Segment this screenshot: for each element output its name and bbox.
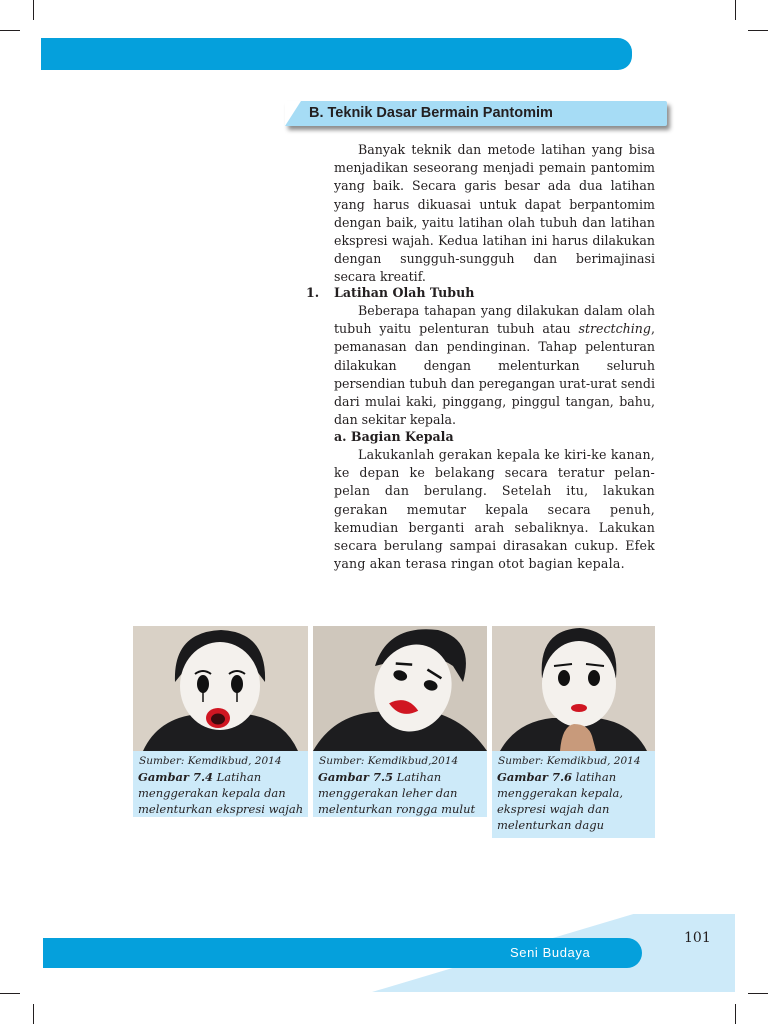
subsection-a-title: a. Bagian Kepala: [334, 429, 454, 444]
subsection-1-number: 1.: [306, 285, 320, 300]
figure-caption-text: Latihan menggerakan kepala dan melenturkan ekspresi wajah: [138, 770, 304, 816]
figure-7-6-photo: [492, 626, 655, 751]
section-heading: [285, 101, 667, 126]
figure-7-5-caption: [313, 751, 487, 817]
subsection-a-text: Lakukanlah gerakan kepala ke kiri-ke kanan, ke depan ke belakang secara teratur pelan-pelan dan berulang. Setelah itu, lakukan gerakan memutar kepala secara penuh, kemudian berganti arah sebaliknya. Lakukan secara berulang sampai dirasakan cukup. Efek yang akan terasa ringan otot bagian kepala.: [334, 447, 655, 572]
crop-mark: [0, 30, 20, 31]
crop-mark: [0, 993, 20, 994]
crop-mark: [33, 0, 34, 20]
crop-mark: [748, 993, 768, 994]
footer-book-title: Seni Budaya: [510, 945, 591, 960]
page-number: 101: [684, 930, 711, 946]
figure-7-5-photo: [313, 626, 487, 751]
subsection-1-text-b: , pemanasan dan pendinginan. Tahap pelenturan dilakukan dengan melenturkan seluruh persendian tubuh dan peregangan urat-urat sendi dari mulai kaki, pinggang, pinggul tangan, bahu, dan sekitar kepala.: [334, 321, 655, 428]
header-band: [41, 38, 632, 70]
figure-7-6-caption: [492, 751, 655, 838]
crop-mark: [735, 0, 736, 20]
crop-mark: [735, 1004, 736, 1024]
crop-mark: [748, 30, 768, 31]
figure-source: Sumber: Kemdikbud, 2014: [498, 755, 641, 767]
section-title: B. Teknik Dasar Bermain Pantomim: [309, 105, 553, 121]
subsection-1-title: Latihan Olah Tubuh: [334, 285, 475, 300]
subsection-1-paragraph: [334, 302, 655, 429]
figure-label: Gambar 7.4: [138, 770, 214, 784]
figure-7-4-photo: [133, 626, 308, 751]
intro-text: Banyak teknik dan metode latihan yang bisa menjadikan seseorang menjadi pemain pantomim yang baik. Secara garis besar ada dua latihan yang harus dikuasai untuk dapat berpantomim dengan baik, yaitu latihan olah tubuh dan latihan ekspresi wajah. Kedua latihan ini harus dilakukan dengan sungguh-sungguh dan berimajinasi secara kreatif.: [334, 142, 655, 285]
subsection-a-paragraph: [334, 446, 655, 573]
crop-mark: [33, 1004, 34, 1024]
intro-paragraph: [334, 141, 655, 287]
figure-caption-text: Latihan menggerakan leher dan melenturkan rongga mulut: [318, 770, 476, 816]
figure-label: Gambar 7.5: [318, 770, 394, 784]
subsection-1-text-a: Beberapa tahapan yang dilakukan dalam olah tubuh yaitu pelenturan tubuh atau: [334, 303, 655, 337]
subsection-1-text-italic: strectching: [578, 321, 651, 337]
figure-caption-text: latihan menggerakan kepala, ekspresi wajah dan melenturkan dagu: [497, 770, 624, 832]
figure-label: Gambar 7.6: [497, 770, 573, 784]
section-heading-notch: [285, 101, 301, 126]
figure-source: Sumber: Kemdikbud,2014: [319, 755, 459, 767]
figure-source: Sumber: Kemdikbud, 2014: [139, 755, 282, 767]
figure-7-4-caption: [133, 751, 308, 817]
